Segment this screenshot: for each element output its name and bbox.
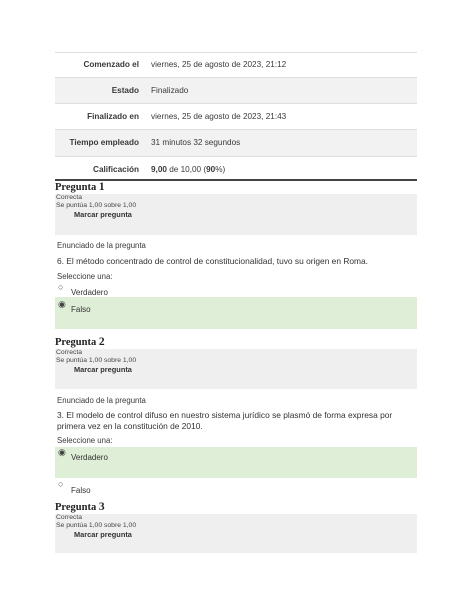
question-2-enunciado: Enunciado de la pregunta: [57, 396, 146, 405]
summary-value: Finalizado: [151, 86, 189, 95]
question-1-select-label: Seleccione una:: [57, 272, 113, 281]
summary-row-finished: [55, 104, 417, 130]
summary-key: Finalizado en: [87, 112, 139, 121]
attempt-summary-table: [55, 52, 417, 183]
question-1-score: Se puntúa 1,00 sobre 1,00: [56, 202, 137, 209]
question-1-info: [55, 181, 417, 235]
question-2-info: [55, 336, 417, 389]
question-1-text: 6. El método concentrado de control de constitucionalidad, tuvo su origen en Roma.: [57, 256, 368, 266]
grade-mid: de 10,00 (: [166, 165, 207, 174]
option-label: Verdadero: [71, 288, 108, 297]
radio-selected-icon[interactable]: ◉: [58, 299, 66, 309]
question-1-title: Pregunta 1: [55, 181, 417, 194]
summary-key: Comenzado el: [83, 60, 139, 69]
option-label: Falso: [71, 486, 91, 495]
summary-row-state: [55, 78, 417, 104]
question-2-title: Pregunta 2: [55, 336, 417, 349]
question-2-flag-link[interactable]: Marcar pregunta: [74, 365, 132, 374]
question-3-title: Pregunta 3: [55, 501, 417, 514]
question-3-flag-link[interactable]: Marcar pregunta: [74, 530, 132, 539]
summary-value: 31 minutos 32 segundos: [151, 138, 241, 147]
summary-value: viernes, 25 de agosto de 2023, 21:12: [151, 60, 287, 69]
summary-key: Tiempo empleado: [69, 138, 139, 147]
summary-row-started: [55, 53, 417, 78]
summary-key: Estado: [111, 86, 139, 95]
radio-selected-icon[interactable]: ◉: [58, 447, 66, 457]
question-1-status: Correcta: [56, 194, 83, 201]
summary-row-time: [55, 130, 417, 157]
radio-unselected-icon[interactable]: ○: [58, 282, 64, 292]
question-3-status: Correcta: [56, 514, 83, 521]
grade-end: %): [215, 165, 226, 174]
question-2-option-falso[interactable]: [55, 479, 417, 495]
question-2-status: Correcta: [56, 349, 83, 356]
question-1-option-falso[interactable]: [55, 297, 417, 329]
summary-key: Calificación: [93, 165, 139, 174]
grade-percent: 90: [206, 165, 216, 174]
question-3-info: [55, 501, 417, 553]
question-2-score: Se puntúa 1,00 sobre 1,00: [56, 357, 137, 364]
question-1-flag-link[interactable]: Marcar pregunta: [74, 210, 132, 219]
question-2-select-label: Seleccione una:: [57, 436, 113, 445]
option-label: Falso: [71, 305, 91, 314]
grade-score: 9,00: [151, 165, 167, 174]
option-label: Verdadero: [71, 453, 108, 462]
summary-value: viernes, 25 de agosto de 2023, 21:43: [151, 112, 287, 121]
question-1-enunciado: Enunciado de la pregunta: [57, 241, 146, 250]
question-2-option-verdadero[interactable]: [55, 447, 417, 478]
question-3-score: Se puntúa 1,00 sobre 1,00: [56, 522, 137, 529]
radio-unselected-icon[interactable]: ○: [58, 479, 64, 489]
question-2-text: 3. El modelo de control difuso en nuestro sistema jurídico se plasmó de forma expresa por primera vez en la constitución de 2010.: [57, 410, 393, 431]
